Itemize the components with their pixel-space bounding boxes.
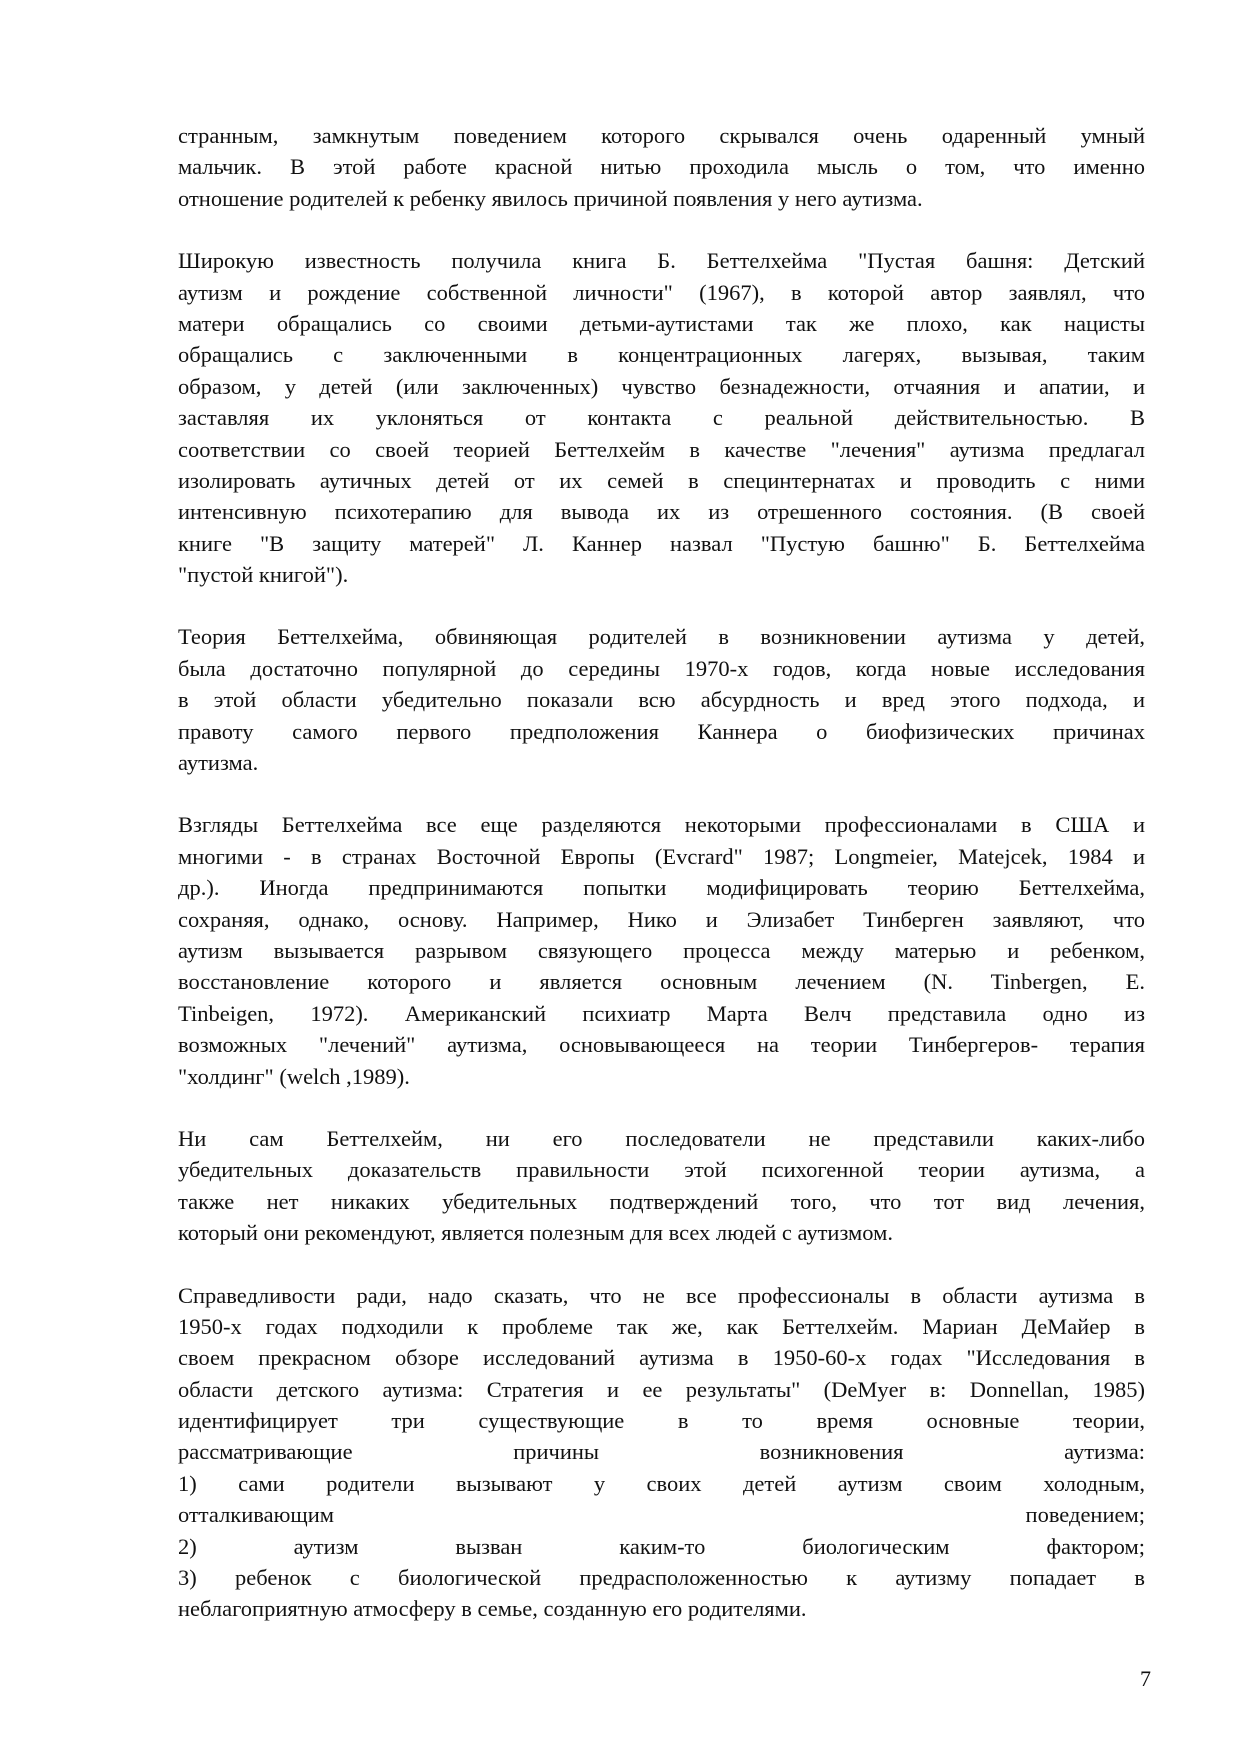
text-line: также нет никаких убедительных подтверждений того, что тот вид лечения, [178,1188,1145,1214]
text-line: Tinbeigen, 1972). Американский психиатр Марта Велч представила одно из [178,1000,1145,1026]
text-line: 2) аутизм вызван каким-то биологическим фактором; [178,1533,1145,1559]
paragraph [178,120,1145,214]
paragraph [178,245,1145,590]
text-line: Теория Беттелхейма, обвиняющая родителей в возникновении аутизма у детей, [178,624,1145,650]
text-line: отношение родителей к ребенку явилось причиной появления у него аутизма. [178,185,923,211]
document-body [178,120,1145,1656]
text-line: изолировать аутичных детей от их семей в специнтернатах и проводить с ними [178,467,1145,493]
text-line: "пустой книгой"). [178,562,349,588]
text-line: 3) ребенок с биологической предрасположенностью к аутизму попадает в [178,1565,1145,1591]
text-line: книге "В защиту матерей" Л. Каннер назвал "Пустую башню" Б. Беттелхейма [178,530,1145,556]
paragraph [178,621,1145,778]
text-line: аутизм и рождение собственной личности" (1967), в которой автор заявлял, что [178,279,1145,305]
text-line: Широкую известность получила книга Б. Беттелхейма "Пустая башня: Детский [178,248,1145,274]
text-line: неблагоприятную атмосферу в семье, созданную его родителями. [178,1596,807,1622]
text-line: возможных "лечений" аутизма, основывающееся на теории Тинбергеров- терапия [178,1032,1145,1058]
text-line: в этой области убедительно показали всю абсурдность и вред этого подхода, и [178,687,1145,713]
text-line: многими - в странах Восточной Европы (Evcrard" 1987; Longmeier, Matejcek, 1984 и [178,843,1145,869]
text-line: странным, замкнутым поведением которого скрывался очень одаренный умный [178,123,1145,148]
text-line: интенсивную психотерапию для вывода их из отрешенного состояния. (В своей [178,499,1145,525]
text-line: восстановление которого и является основным лечением (N. Tinbergen, E. [178,969,1145,995]
text-line: который они рекомендуют, является полезным для всех людей с аутизмом. [178,1220,893,1246]
text-line: была достаточно популярной до середины 1970-х годов, когда новые исследования [178,655,1145,681]
paragraph [178,1280,1145,1625]
text-line: заставляя их уклоняться от контакта с реальной действительностью. В [178,405,1145,431]
text-line: своем прекрасном обзоре исследований аутизма в 1950-60-х годах "Исследования в [178,1345,1145,1371]
paragraph [178,809,1145,1092]
paragraph [178,1123,1145,1249]
text-line: 1950-х годах подходили к проблеме так же, как Беттелхейм. Мариан ДеМайер в [178,1313,1145,1339]
text-line: др.). Иногда предпринимаются попытки модифицировать теорию Беттелхейма, [178,875,1145,901]
text-line: отталкивающим поведением; [178,1502,1145,1528]
text-line: образом, у детей (или заключенных) чувство безнадежности, отчаяния и апатии, и [178,373,1145,399]
page-number: 7 [1140,1666,1151,1691]
text-line: убедительных доказательств правильности этой психогенной теории аутизма, а [178,1157,1145,1183]
text-line: Взгляды Беттелхейма все еще разделяются некоторыми профессионалами в США и [178,812,1145,838]
text-line: аутизм вызывается разрывом связующего процесса между матерью и ребенком, [178,937,1145,963]
text-line: области детского аутизма: Стратегия и ее результаты" (DeMyer в: Donnellan, 1985) [178,1376,1145,1402]
text-line: Ни сам Беттелхейм, ни его последователи не представили каких-либо [178,1125,1145,1151]
text-line: 1) сами родители вызывают у своих детей аутизм своим холодным, [178,1470,1145,1496]
text-line: правоту самого первого предположения Каннера о биофизических причинах [178,718,1145,744]
text-line: соответствии со своей теорией Беттелхейм в качестве "лечения" аутизма предлагал [178,436,1145,462]
text-line: "холдинг" (welch ,1989). [178,1063,410,1089]
text-line: идентифицирует три существующие в то время основные теории, [178,1408,1145,1434]
text-line: матери обращались со своими детьми-аутистами так же плохо, как нацисты [178,310,1145,336]
text-line: рассматривающие причины возникновения аутизма: [178,1439,1145,1465]
text-line: мальчик. В этой работе красной нитью проходила мысль о том, что именно [178,154,1145,180]
text-line: обращались с заключенными в концентрационных лагерях, вызывая, таким [178,342,1145,368]
text-line: сохраняя, однако, основу. Например, Нико и Элизабет Тинберген заявляют, что [178,906,1145,932]
text-line: Справедливости ради, надо сказать, что не все профессионалы в области аутизма в [178,1282,1145,1308]
text-line: аутизма. [178,750,259,776]
